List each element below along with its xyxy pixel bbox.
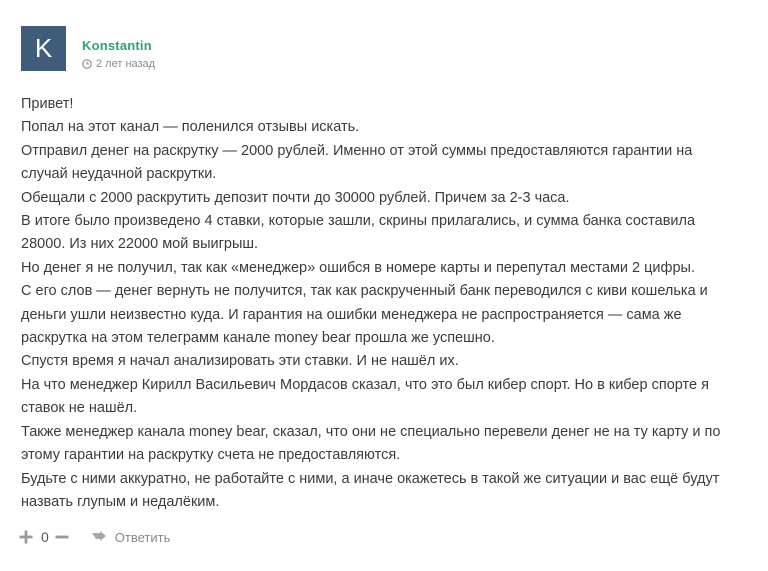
minus-icon[interactable] xyxy=(55,530,69,544)
comment-line: раскрутка на этом телеграмм канале money bear прошла же успешно. xyxy=(21,330,495,347)
comment-line: В итоге было произведено 4 ставки, которые зашли, скрины прилагались, и сумма банка составила xyxy=(21,213,696,230)
comment-line: Также менеджер канала money bear, сказал, что они не специально перевели денег не на ту карту и по xyxy=(21,423,721,440)
plus-icon[interactable] xyxy=(19,530,33,544)
comment-line: Но денег я не получил, так как «менеджер» ошибся в номере карты и перепутал местами 2 цифры. xyxy=(21,259,695,276)
vote-count: 0 xyxy=(41,529,49,545)
comment-line: назвать глупым и недалёким. xyxy=(21,493,220,510)
comment-line: Спустя время я начал анализировать эти ставки. И не нашёл их. xyxy=(21,353,459,370)
comment-line: С его слов — денег вернуть не получится, так как раскрученный банк переводился с киви кошелька и xyxy=(21,283,708,300)
timestamp[interactable]: 2 лет назад xyxy=(96,58,156,70)
clock-icon xyxy=(82,59,92,69)
comment-line: 28000. Из них 22000 мой выигрыш. xyxy=(21,236,259,253)
reply-button[interactable] xyxy=(91,530,171,545)
comment-line: Будьте с ними аккуратно, не работайте с ними, а иначе окажетесь в такой же ситуации и вас ещё будут xyxy=(21,470,720,487)
author-name[interactable]: Konstantin xyxy=(82,38,152,53)
comment-line: Обещали с 2000 раскрутить депозит почти до 30000 рублей. Причем за 2-3 часа. xyxy=(21,189,570,206)
reply-arrow-icon xyxy=(91,531,107,543)
comment-line: Отправил денег на раскрутку — 2000 рублей. Именно от этой суммы предоставляются гарантии на xyxy=(21,142,693,159)
comment-line: деньги ушли неизвестно куда. И гарантия на ошибки менеджера не распространяется — сама же xyxy=(21,306,682,323)
comment-line: этому гарантии на раскрутку счета не предоставляются. xyxy=(21,447,401,464)
comment-body xyxy=(21,93,751,514)
reply-label: Ответить xyxy=(114,529,171,545)
comment-line: ставок не нашёл. xyxy=(21,400,138,417)
comment-line: Привет! xyxy=(21,96,74,112)
comment-line: случай неудачной раскрутки. xyxy=(21,166,217,183)
comment-line: Попал на этот канал — поленился отзывы искать. xyxy=(21,119,360,136)
comment-actions xyxy=(19,527,170,547)
comment-line: На что менеджер Кирилл Васильевич Мордасов сказал, что это был кибер спорт. Но в кибер спорте я xyxy=(21,376,709,393)
avatar[interactable]: K xyxy=(21,26,66,71)
comment-meta xyxy=(82,58,155,70)
